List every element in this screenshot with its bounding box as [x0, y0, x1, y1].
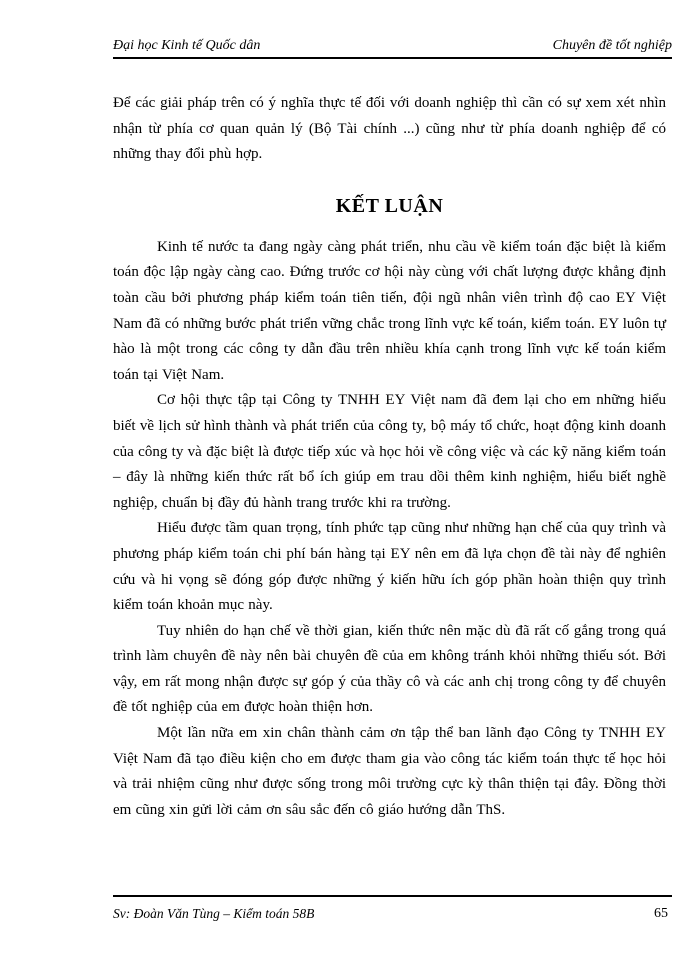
conclusion-paragraph-4: Tuy nhiên do hạn chế về thời gian, kiến thức nên mặc dù đã rất cố gắng trong quá trình làm chuyên đề này nên bài chuyên đề của em không tránh khỏi những thiếu sót. Bởi vậy, em rất mong nhận được sự góp ý của thầy cô và các anh chị trong công ty để chuyên đề tốt nghiệp của em được hoàn thiện hơn.: [113, 622, 666, 716]
header-document-type: Chuyên đề tốt nghiệp: [552, 38, 672, 53]
conclusion-paragraph-3: Hiểu được tầm quan trọng, tính phức tạp cũng như những hạn chế của quy trình và phương pháp kiểm toán chi phí bán hàng tại EY nên em đã lựa chọn đề tài này để nghiên cứu và hi vọng sẽ đóng góp được những ý kiến hữu ích góp phần hoàn thiện quy trình kiểm toán khoản mục này.: [113, 520, 666, 614]
conclusion-paragraph-2: Cơ hội thực tập tại Công ty TNHH EY Việt nam đã đem lại cho em những hiểu biết về lịch sử hình thành và phát triển của công ty, bộ máy tổ chức, hoạt động kinh doanh của công ty và đặc biệt là được tiếp xúc và học hỏi về công việc và các kỹ năng kiểm toán – đây là những kiến thức rất bổ ích giúp em trau dồi thêm kinh nghiệm, hiểu biết nghề nghiệp, chuẩn bị đầy đủ hành trang trước khi ra trường.: [113, 392, 666, 511]
page-header: [113, 33, 672, 59]
conclusion-paragraph-5: Một lần nữa em xin chân thành cảm ơn tập thể ban lãnh đạo Công ty TNHH EY Việt Nam đã tạo điều kiện cho em được tham gia vào công tác kiểm toán thực tế học hỏi và trải nhiệm cũng như được sống trong môi trường cực kỳ thân thiện tại đây. Đồng thời em cũng xin gửi lời cảm ơn sâu sắc đến cô giáo hướng dẫn ThS.: [113, 725, 666, 818]
conclusion-paragraph-1: Kinh tế nước ta đang ngày càng phát triển, nhu cầu về kiểm toán đặc biệt là kiểm toán độc lập ngày càng cao. Đứng trước cơ hội này cùng với chất lượng được khẳng định toàn cầu bởi phương pháp kiểm toán tiên tiến, đội ngũ nhân viên trình độ cao EY Việt Nam đã có những bước phát triển vững chắc trong lĩnh vực kế toán, kiểm toán. EY luôn tự hào là một trong các công ty dẫn đầu trên nhiều khía cạnh trong lĩnh vực kế toán kiểm toán tại Việt Nam.: [113, 238, 666, 383]
header-university: Đại học Kinh tế Quốc dân: [113, 38, 261, 53]
page-content: [113, 91, 666, 823]
section-title: KẾT LUẬN: [335, 194, 444, 217]
page-footer: [113, 895, 672, 927]
page-number: 65: [654, 906, 668, 921]
footer-student: Sv: Đoàn Văn Tùng – Kiểm toán 58B: [113, 906, 315, 921]
intro-paragraph: Để các giải pháp trên có ý nghĩa thực tế đối với doanh nghiệp thì cần có sự xem xét nhìn nhận từ phía cơ quan quản lý (Bộ Tài chính ...) cũng như từ phía doanh nghiệp để có những thay đổi phù hợp.: [113, 95, 666, 163]
